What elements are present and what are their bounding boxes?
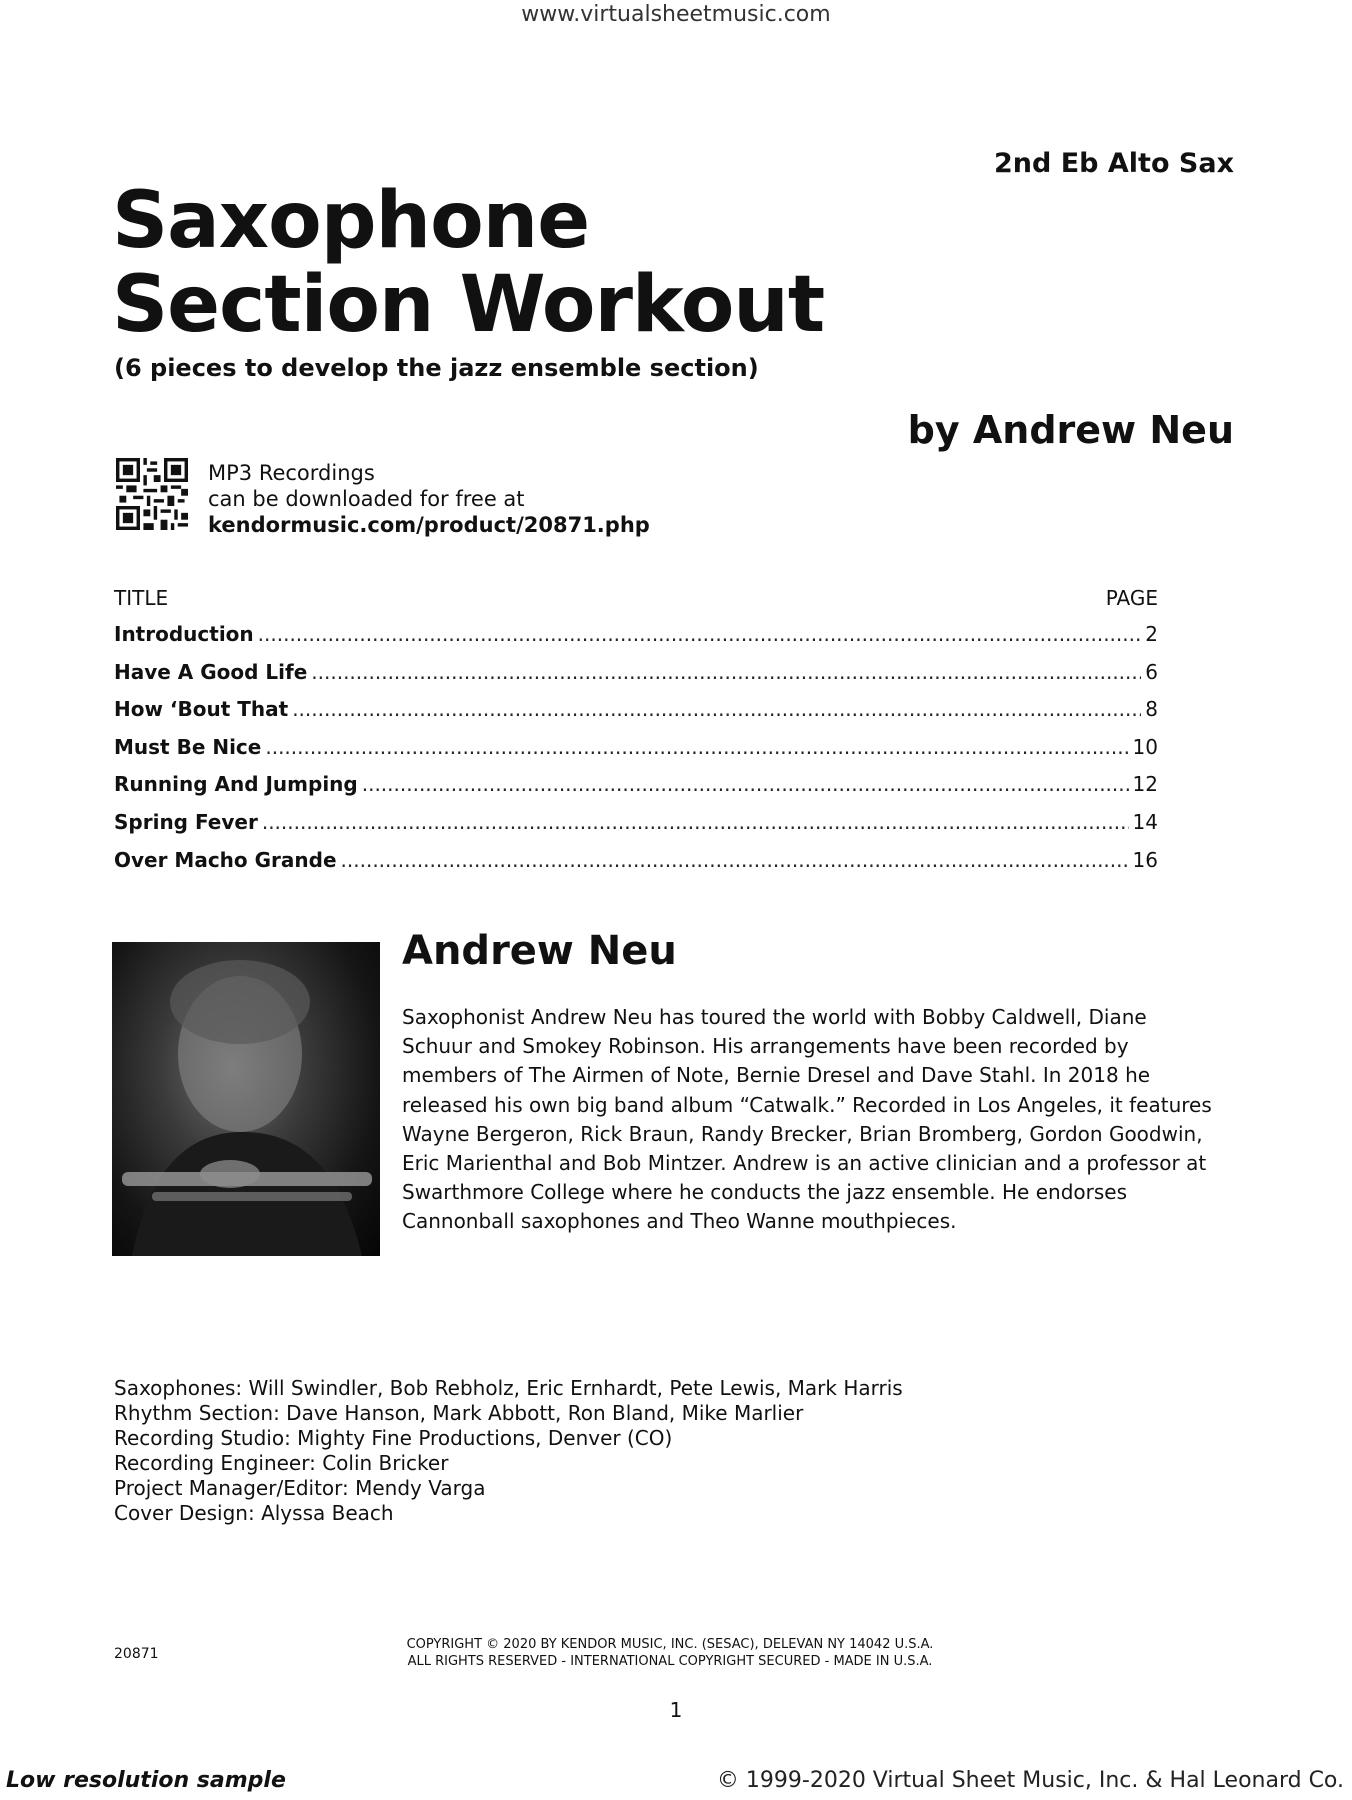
toc-title: Spring Fever [114,809,258,834]
portrait-illustration [112,942,380,1256]
site-url[interactable]: www.virtualsheetmusic.com [521,2,831,27]
toc-title: Running And Jumping [114,772,358,797]
copyright-line-2: ALL RIGHTS RESERVED - INTERNATIONAL COPYRIGHT SECURED - MADE IN U.S.A. [407,1654,933,1669]
credit-line: Project Manager/Editor: Mendy Varga [114,1476,486,1500]
credit-line: Recording Studio: Mighty Fine Productions, Denver (CO) [114,1426,673,1450]
mp3-info [208,460,650,538]
credits [114,1376,903,1526]
toc-row[interactable] [114,622,1158,660]
toc-page: 14 [1132,809,1158,834]
qr-code-icon[interactable] [116,458,188,530]
toc-dots [292,697,1141,721]
catalog-number: 20871 [114,1646,159,1662]
mp3-line-2: can be downloaded for free at [208,487,525,511]
page-number: 1 [669,1698,683,1722]
toc-row[interactable] [114,848,1158,886]
credit-line: Recording Engineer: Colin Bricker [114,1451,449,1475]
subtitle: (6 pieces to develop the jazz ensemble section) [114,354,759,382]
toc-dots [262,810,1129,834]
toc-page: 12 [1132,772,1158,797]
mp3-line-1: MP3 Recordings [208,461,375,485]
toc-title: Introduction [114,622,254,646]
credit-line: Rhythm Section: Dave Hanson, Mark Abbott, Ron Bland, Mike Marlier [114,1401,804,1425]
title-line-2: Section Workout [112,260,825,350]
toc-title: How ‘Bout That [114,697,289,722]
footer-copyright: © 1999-2020 Virtual Sheet Music, Inc. & Hal Leonard Co. [716,1768,1344,1793]
toc-page: 8 [1145,697,1158,722]
toc-dots [362,772,1129,796]
title-line-1: Saxophone [112,176,590,266]
toc-row[interactable] [114,660,1158,698]
table-of-contents [114,586,1158,885]
toc-page-header: PAGE [1105,586,1158,610]
copyright [390,1636,950,1670]
low-resolution-notice: Low resolution sample [6,1768,286,1793]
toc-row[interactable] [114,697,1158,735]
toc-title: Over Macho Grande [114,847,337,872]
bio-paragraph: Saxophonist Andrew Neu has toured the world with Bobby Caldwell, Diane Schuur and Smokey Robinson. His arrangements have been recorded by members of The Airmen of Note, Bernie Dresel and Dave Stahl. In 2018 he released his own big band album “Catwalk.” Recorded in Los Angeles, it features Wayne Bergeron, Rick Braun, Randy Brecker, Brian Bromberg, Gordon Goodwin, Eric Marienthal and Bob Mintzer. Andrew is an active clinician and a professor at Swarthmore College where he conducts the jazz ensemble. He endorses Cannonball saxophones and Theo Wanne mouthpieces. [402,1005,1212,1234]
toc-page: 10 [1132,734,1158,759]
mp3-url[interactable]: kendormusic.com/product/20871.php [208,513,650,537]
copyright-line-1: COPYRIGHT © 2020 BY KENDOR MUSIC, INC. (SESAC), DELEVAN NY 14042 U.S.A. [406,1637,934,1652]
toc-title: Must Be Nice [114,734,262,759]
toc-dots [258,622,1142,646]
toc-dots [265,735,1128,759]
toc-page: 2 [1145,622,1158,646]
bio-name: Andrew Neu [402,928,677,974]
toc-row[interactable] [114,772,1158,810]
toc-dots [341,848,1129,872]
toc-row[interactable] [114,735,1158,773]
toc-title: Have A Good Life [114,659,308,684]
toc-header [114,586,1158,610]
portrait-photo [112,942,380,1256]
toc-page: 6 [1145,659,1158,684]
credit-line: Cover Design: Alyssa Beach [114,1501,394,1525]
toc-page: 16 [1132,847,1158,872]
bio-text [402,1003,1222,1237]
byline: by Andrew Neu [907,408,1234,452]
credit-line: Saxophones: Will Swindler, Bob Rebholz, Eric Ernhardt, Pete Lewis, Mark Harris [114,1376,903,1400]
toc-row[interactable] [114,810,1158,848]
toc-dots [311,660,1141,684]
part-label: 2nd Eb Alto Sax [994,148,1234,179]
toc-title-header: TITLE [114,586,169,610]
